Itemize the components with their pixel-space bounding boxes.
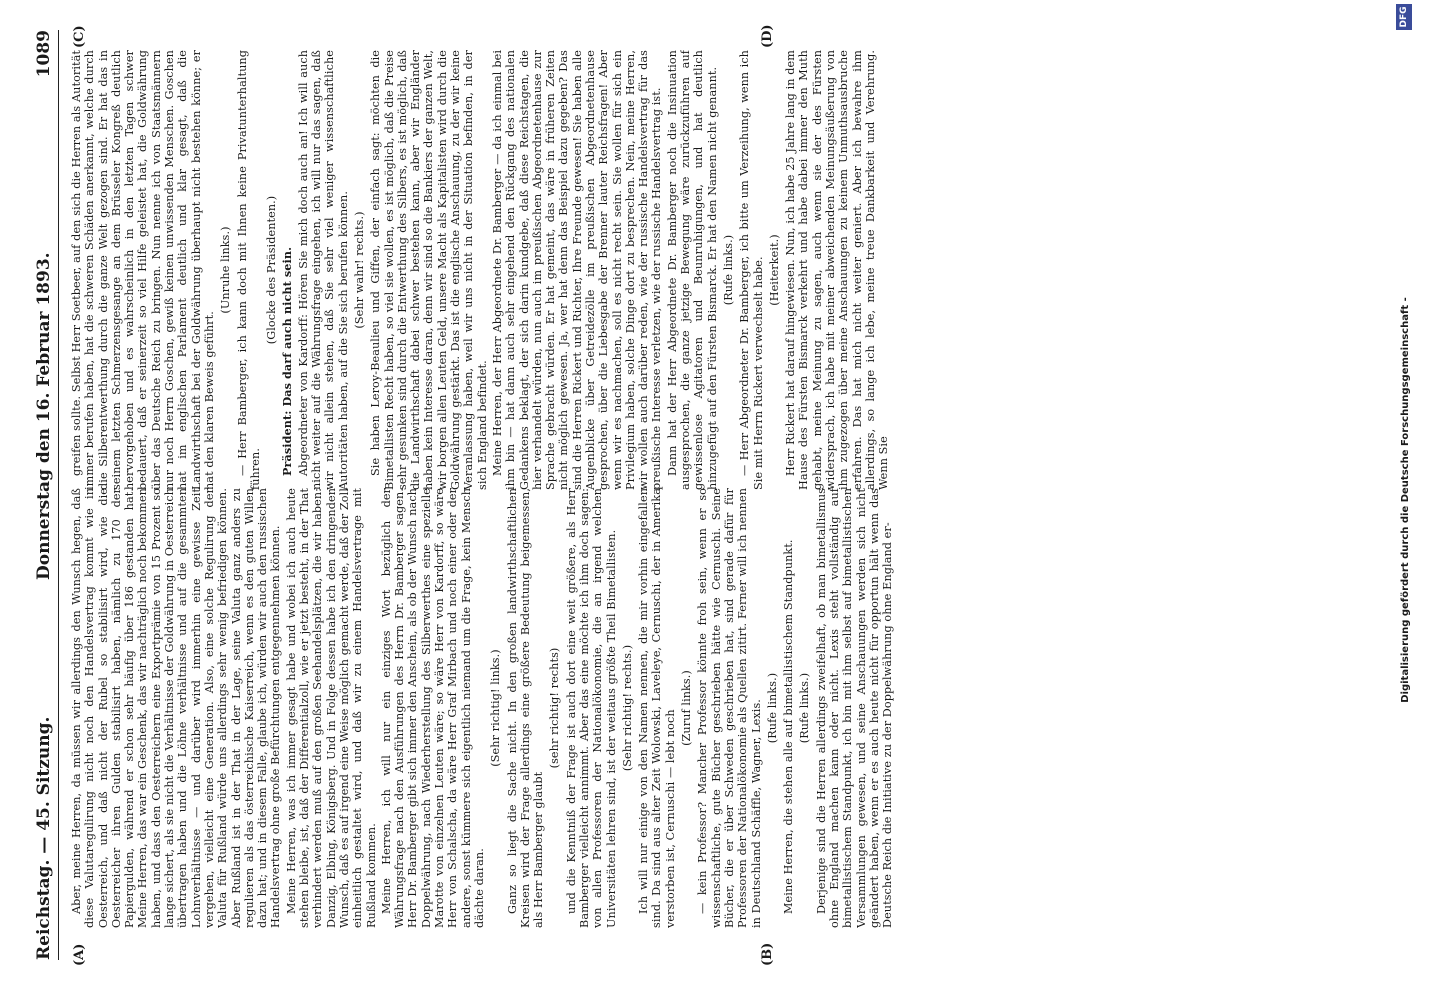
margin-mark-a: (A)	[72, 943, 87, 966]
interjection: (Rufe links.)	[721, 234, 735, 306]
paragraph: Aber, meine Herren, da müssen wir allerdings den Wunsch hegen, daß diese Valutaregulirung nicht noch den Handelsvertrag kommt wie in Oesterreich, und daß nicht der Rubel so stabilisirt wird, wie die Oesterreicher ihren Gulden stabilisirt haben, nämlich zu 170 der Papiergulden, während er schon sehr häufig über 186 gestanden hat. Meine Herren, das war ein Geschenk, das wir nachträglich noch bekommen haben, und dass den Oesterreichern eine Exportprämie von 15 Prozent so lange sichert, als sie nicht die Verhältnisse der Goldwährung in Oesterreich übertragen haben und die Löhne verhältnisse und auf die gesammten Lohnverhältnisse — und darüber wird immerhin eine gewisse Zeit vergehen, vielleicht eine Generation. Also, eine solche Regulirung der Valuta für Rußland würde uns allerdings sehr wenig befriedigen können. Aber Rußland ist in der That in der Lage, seine Valuta ganz anders zu regulieren als das österreichische Kaiserreich, wenn es den guten Willen dazu hat; und in diesem Falle, glaube ich, würden wir auch den russischen Handelsvertrag ohne große Befürchtungen entgegennehmen können.	[70, 488, 283, 928]
paragraph: — Herr Bamberger, ich kann doch mit Ihnen keine Privatunterhaltung führen.	[235, 50, 262, 490]
interjection: (Heiterkeit.)	[767, 234, 781, 306]
interjection: (Rufe links.)	[798, 672, 812, 744]
interjection: (Unruhe links.)	[219, 226, 233, 314]
interjection: (Glocke des Präsidenten.)	[265, 195, 279, 345]
paragraph: — kein Professor? Mancher Professor könnte froh sein, wenn er so wissenschaftliche, gute Bücher geschrieben hätte wie Cernuschi. Seine Bücher, die er über Schweden geschrieben hat, sind gerade dafür für Professoren der Nationalökonomie als Quellen zitirt. Ferner will ich nennen in Deutschland Schäffle, Wagner, Lexis.	[696, 488, 763, 928]
header-left: Reichstag. — 45. Sitzung.	[34, 716, 54, 960]
page-header	[28, 30, 58, 960]
interjection: (Sehr richtig! links.)	[489, 649, 503, 767]
paragraph: greifen sollte. Selbst Herr Soetbeer, auf den sich die Herren als Autorität immer berufen haben, hat die schweren Schäden anerkannt, welche durch die Silberentwerthung durch die ganze Welt gezogen sind. Er hat das in seinem letzten Schmerzensgesange an dem Brüsseler Kongreß deutlich hervorgehoben und es wahrscheinlich in den letzten Tagen schwer bedauert, daß er seinerzeit so viel Hilfe geleistet hat, die Goldwährung über das Deutsche Reich zu bringen. Nun nenne ich von Staatsmännern nur noch Herrn Goschen, gewiß keinen unwissenden Menschen. Goschen hat im englischen Parlament deutlich und klar gesagt, daß die Landwirthschaft bei der Goldwährung überhaupt nicht bestehen könne; er hat den klaren Beweis geführt.	[70, 50, 216, 490]
paragraph: Dann hat der Herr Abgeordnete Dr. Bamberger noch die Insinuation ausgesprochen, die ganze jetzige Bewegung wäre zurückzuführen auf gewissenlose Agitatoren und Beunruhigungen, und hat deutlich hinzugefügt auf den Fürsten Bismarck. Er hat den Namen nicht genannt.	[665, 50, 719, 490]
paragraph: und die Kenntniß der Frage ist auch dort eine weit größere, als Herr Bamberger vielleicht annimmt. Aber das eine möchte ich ihm doch sagen: von allen Professoren der Nationalökonomie, die an irgend welchen Universitäten lehren sind, ist der weitaus größte Theil Bimetallisten.	[564, 488, 618, 928]
paragraph-president: Präsident: Das darf auch nicht sein.	[280, 246, 295, 476]
paragraph: Meine Herren, ich will nur ein einziges Wort bezüglich der Währungsfrage nach den Ausführungen des Herrn Dr. Bamberger sagen. Herr Dr. Bamberger gibt sich immer den Anschein, als ob der Wunsch nach Doppelwährung, nach Wiederherstellung des Silberwerthes eine spezielle Marotte von einzelnen Leuten wäre; so wäre Herr von Kardorff, so wäre Herr von Schalscha, da wäre Herr Graf Mirbach und noch einer oder der andere, sonst kümmere sich eigentlich niemand um die Frage, kein Mensch dächte daran.	[379, 488, 486, 928]
text-column-left	[70, 488, 1360, 928]
paragraph: — Herr Abgeordneter Dr. Bamberger, ich bitte um Verzeihung, wenn ich Sie mit Herrn Rickert verwechselt habe.	[738, 50, 765, 490]
margin-mark-d: (D)	[760, 24, 775, 48]
paragraph: Meine Herren, was ich immer gesagt habe und wobei ich auch heute stehen bleibe, ist, daß der Differentialzoll, wie er jetzt besteht, in der That verhindert werden muß auf den großen Seehandelsplätzen, die wir haben: Danzig, Elbing, Königsberg. Und in Folge dessen habe ich den dringenden Wunsch, daß es auf irgend eine Weise möglich gemacht werde, daß der Zoll einheitlich gestaltet wird, und daß wir zu einem Handelsvertrage mit Rußland kommen.	[284, 488, 378, 928]
text-column-right	[70, 50, 1360, 490]
interjection: (sehr richtig! rechts)	[548, 647, 562, 769]
interjection: (Rufe links.)	[765, 672, 779, 744]
paragraph: Derjenige sind die Herren allerdings zweifelhaft, ob man bimetallismus ohne England machen kann oder nicht. Lexis steht vollständig auf bimetallistischem Standpunkt, ich bin mit ihm selbst auf bimetallistischen Versammlungen gewesen, und seine Anschauungen werden sich nicht geändert haben, wenn er es auch heute nicht für opportun hält wenn das Deutsche Reich die Initiative zu der Doppelwährung ohne England er-	[814, 488, 895, 928]
margin-mark-b: (B)	[760, 942, 775, 966]
paragraph: Herr Rickert hat darauf hingewiesen. Nun, ich habe 25 Jahre lang in dem Hause des Fürsten Bismarck verkehrt und habe dabei immer den Muth gehabt, meine Meinung zu sagen, auch wenn sie der des Fürsten widersprach, ich habe mit meiner abweichenden Meinungsäußerung von ihm zugezogen über meine Anschauungen zu keinem Unmuthsausbruche erfahren. Das hat mich nicht weiter geniert. Aber ich bewahre ihm allerdings, so lange ich lebe, meine treue Dankbarkeit und Verehrung. Wenn Sie	[784, 50, 891, 490]
interjection: (Zuruf links.)	[680, 670, 694, 746]
header-rule	[58, 30, 59, 960]
paragraph: Sie haben Leroy-Beaulieu und Giffen, der einfach sagt: möchten die Bimetallisten Recht haben, so viel sie wollen, es ist möglich, daß die Preise sehr gesunken sind durch die Entwerthung des Silbers, es ist möglich, daß die Landwirthschaft dabei schwer bestehen kann, aber wir Engländer haben kein Interesse daran, denn wir sind so die Bankiers der ganzen Welt, wir borgen allen Leuten Geld, unsere Macht als Kapitalisten wird durch die Goldwährung gestärkt. Das ist die englische Anschauung, zu der wir keine Veranlassung haben, weil wir uns nicht in der Situation befinden, in der sich England befindet.	[369, 50, 489, 490]
digitization-credit: Digitalisierung gefördert durch die Deutsche Forschungsgemeinschaft -	[1400, 297, 1411, 703]
page-number: 1089	[34, 30, 54, 78]
paragraph: Abgeordneter von Kardorff: Hören Sie mich doch auch an! Ich will auch nicht weiter auf die Währungsfrage eingehen, ich will nur das sagen, daß wir nicht allein stehen, daß Sie sehr viel weniger wissenschaftliche Autoritäten haben, auf die Sie sich berufen können.	[296, 50, 350, 490]
interjection: (Sehr richtig! rechts.)	[620, 644, 634, 772]
paragraph: Meine Herren, der Herr Abgeordnete Dr. Bamberger — da ich einmal bei ihm bin — hat dann auch sehr eingehend den Rückgang des nationalen Gedankens beklagt, der sich darin kundgebe, daß diese Reichstagen, die hier verhandelt würden, nun auch im preußischen Abgeordnetenhause zur Sprache gebracht würden. Er hat gemeint, das wäre in früheren Zeiten nicht möglich gewesen. Ja, wer hat denn das Beispiel dazu gegeben? Das sind die Herren Rickert und Richter, Ihre Freunde gewesen! Sie haben alle Augenblicke über Getreidezölle im preußischen Abgeordnetenhause gesprochen, über die Liebesgabe der Brenner lauter Reichsfragen! Aber wenn wir es nachmachen, soll es nicht recht sein. Sie wollen für sich ein Privilegium haben, solche Dinge dort zu besprechen. Nein, meine Herren, wir wollen auch darüber reden, wie der russische Handelsvertrag für das preußische Interesse verletzen, wie der russische Handelsvertrag ist.	[490, 50, 664, 490]
paragraph: Ich will nur einige von den Namen nennen, die mir vorhin eingefallen sind. Da sind aus alter Zeit Wolowski, Laveleye, Cernuschi, der in Amerika verstorben ist, Cernuschi — lebt noch	[637, 488, 677, 928]
interjection: (Sehr wahr! rechts.)	[352, 211, 366, 329]
paragraph: Meine Herren, die stehen alle auf bimetallistischem Standpunkt.	[782, 539, 796, 914]
dfg-logo: DFG	[1396, 4, 1412, 30]
paragraph: Ganz so liegt die Sache nicht. In den großen landwirthschaftlichen Kreisen wird der Frage allerdings eine größere Bedeutung beigemessen, als Herr Bamberger glaubt	[505, 488, 546, 928]
margin-mark-c: (C)	[72, 25, 87, 48]
header-center: Donnerstag den 16. Februar 1893.	[34, 252, 54, 580]
